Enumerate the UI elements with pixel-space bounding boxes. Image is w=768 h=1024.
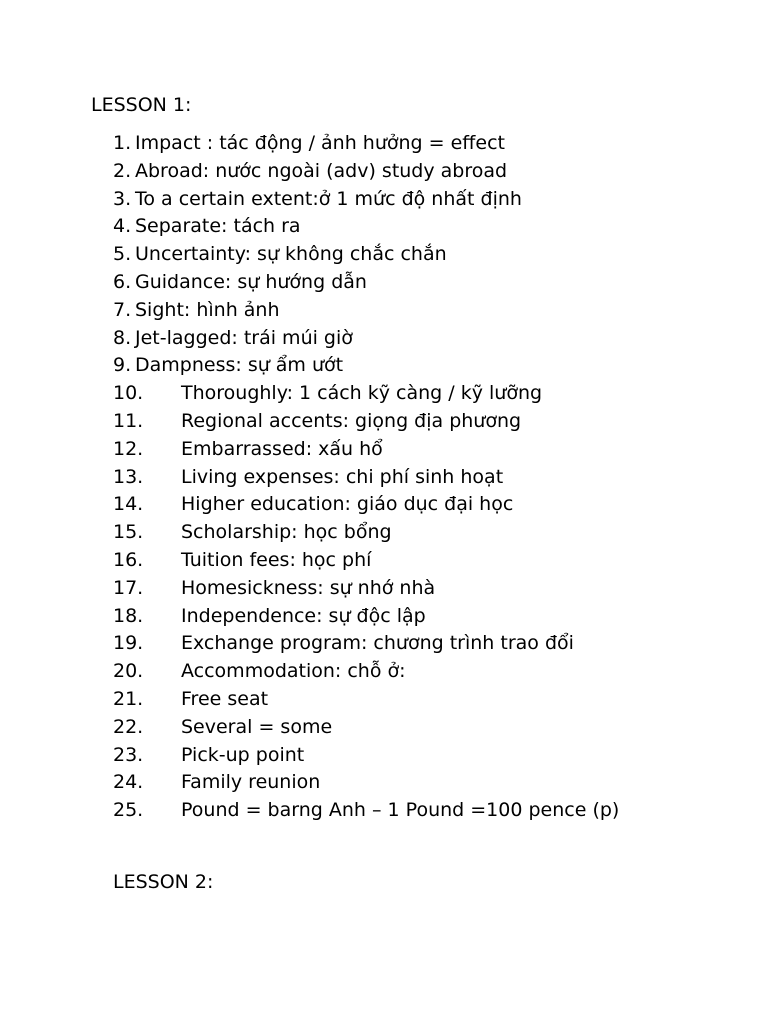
list-item-number: 15. bbox=[113, 521, 144, 544]
list-item bbox=[113, 408, 753, 436]
list-item-text: Abroad: nước ngoài (adv) study abroad bbox=[135, 159, 508, 182]
list-item-number: 10. bbox=[113, 382, 144, 405]
list-item bbox=[113, 464, 753, 492]
lesson2-heading: LESSON 2: bbox=[113, 871, 214, 893]
list-item-text: Accommodation: chỗ ở: bbox=[181, 660, 406, 683]
list-item-number: 19. bbox=[113, 632, 144, 655]
list-item-text: Dampness: sự ẩm ướt bbox=[135, 354, 344, 377]
list-item-text: Guidance: sự hướng dẫn bbox=[135, 270, 367, 293]
list-item-number: 8. bbox=[113, 326, 132, 349]
list-item-text: Tuition fees: học phí bbox=[181, 548, 372, 571]
list-item bbox=[113, 714, 753, 742]
list-item-number: 6. bbox=[113, 270, 132, 293]
list-item-text: Regional accents: giọng địa phương bbox=[181, 409, 522, 432]
list-item-text: Living expenses: chi phí sinh hoạt bbox=[181, 465, 504, 488]
list-item bbox=[113, 686, 753, 714]
list-item-text: Sight: hình ảnh bbox=[135, 298, 280, 321]
list-item-number: 25. bbox=[113, 799, 144, 822]
list-item bbox=[113, 186, 753, 214]
list-item bbox=[113, 547, 753, 575]
list-item-text: Jet-lagged: trái múi giờ bbox=[135, 326, 353, 349]
list-item-number: 22. bbox=[113, 715, 144, 738]
list-item bbox=[113, 603, 753, 631]
list-item-number: 5. bbox=[113, 243, 132, 266]
list-item bbox=[113, 158, 753, 186]
list-item bbox=[113, 658, 753, 686]
list-item bbox=[113, 491, 753, 519]
list-item-text: Scholarship: học bổng bbox=[181, 521, 392, 544]
list-item-number: 4. bbox=[113, 215, 132, 238]
list-item-text: To a certain extent:ở 1 mức độ nhất định bbox=[135, 187, 522, 210]
list-item-number: 18. bbox=[113, 604, 144, 627]
list-item bbox=[113, 297, 753, 325]
list-item-text: Exchange program: chương trình trao đổi bbox=[181, 632, 574, 655]
list-item-number: 11. bbox=[113, 409, 144, 432]
list-item bbox=[113, 519, 753, 547]
list-item bbox=[113, 213, 753, 241]
list-item-text: Higher education: giáo dục đại học bbox=[181, 493, 514, 516]
list-item-number: 21. bbox=[113, 687, 144, 710]
list-item bbox=[113, 241, 753, 269]
list-item-number: 20. bbox=[113, 660, 144, 683]
list-item-text: Independence: sự độc lập bbox=[181, 604, 426, 627]
list-item-text: Thoroughly: 1 cách kỹ càng / kỹ lưỡng bbox=[181, 382, 543, 405]
list-item bbox=[113, 797, 753, 825]
list-item bbox=[113, 352, 753, 380]
list-item-text: Several = some bbox=[181, 715, 333, 738]
list-item bbox=[113, 269, 753, 297]
list-item bbox=[113, 575, 753, 603]
list-item-text: Embarrassed: xấu hổ bbox=[181, 437, 383, 460]
list-item-number: 12. bbox=[113, 437, 144, 460]
list-item bbox=[113, 380, 753, 408]
list-item-number: 1. bbox=[113, 132, 132, 154]
list-item-number: 23. bbox=[113, 743, 144, 766]
list-item-text: Homesickness: sự nhớ nhà bbox=[181, 576, 436, 599]
list-item-number: 2. bbox=[113, 159, 132, 182]
list-item-text: Pick-up point bbox=[181, 743, 305, 766]
vocabulary-list bbox=[113, 130, 753, 825]
list-item-text: Uncertainty: sự không chắc chắn bbox=[135, 243, 447, 266]
list-item-number: 7. bbox=[113, 298, 132, 321]
list-item bbox=[113, 742, 753, 770]
list-item-number: 24. bbox=[113, 771, 144, 794]
list-item-text: Pound = barng Anh – 1 Pound =100 pence (p) bbox=[181, 799, 620, 822]
list-item bbox=[113, 130, 753, 158]
list-item-text: Free seat bbox=[181, 687, 269, 710]
list-item bbox=[113, 325, 753, 353]
list-item-number: 9. bbox=[113, 354, 132, 377]
list-item-text: Impact : tác động / ảnh hưởng = effect bbox=[135, 132, 505, 154]
lesson1-heading: LESSON 1: bbox=[91, 94, 192, 116]
list-item bbox=[113, 630, 753, 658]
list-item-number: 16. bbox=[113, 548, 144, 571]
list-item bbox=[113, 436, 753, 464]
list-item-number: 17. bbox=[113, 576, 144, 599]
list-item-number: 13. bbox=[113, 465, 144, 488]
list-item-number: 14. bbox=[113, 493, 144, 516]
list-item-text: Family reunion bbox=[181, 771, 321, 794]
list-item-text: Separate: tách ra bbox=[135, 215, 301, 238]
list-item-number: 3. bbox=[113, 187, 132, 210]
list-item bbox=[113, 769, 753, 797]
